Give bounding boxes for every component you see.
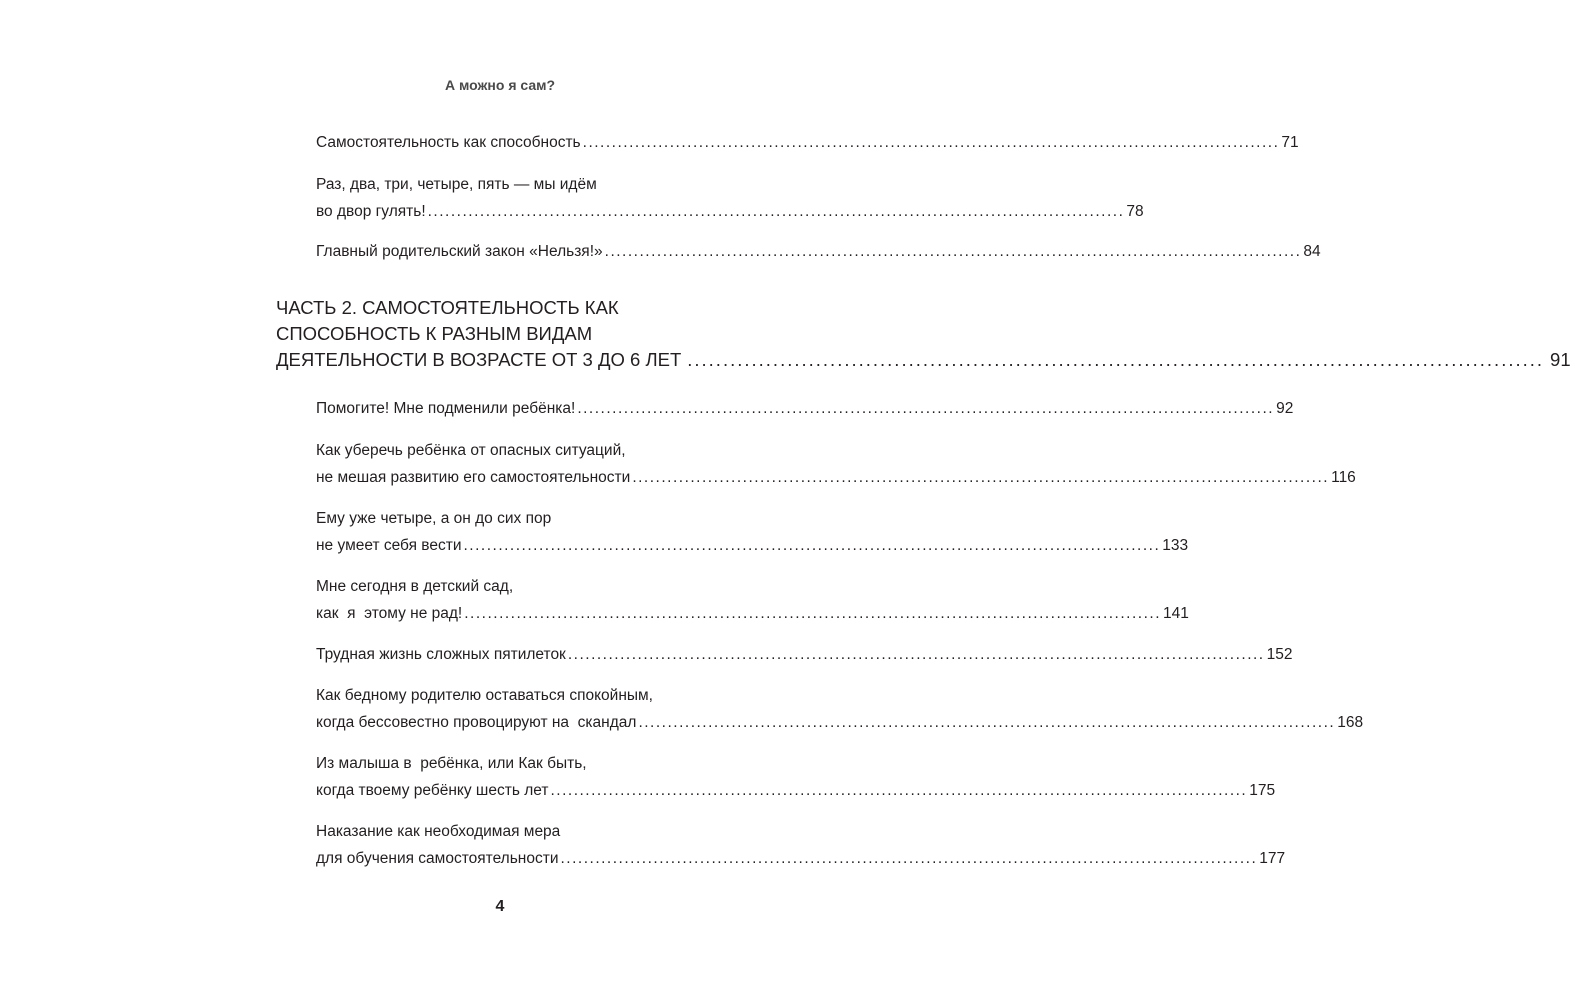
toc-entry-title: Раз, два, три, четыре, пять — мы идём xyxy=(316,176,597,193)
toc-page-number: 177 xyxy=(1259,850,1286,867)
part-title: ДЕЯТЕЛЬНОСТИ В ВОЗРАСТЕ ОТ 3 ДО 6 ЛЕТ xyxy=(276,349,682,370)
toc-page-number: 133 xyxy=(1162,537,1189,554)
part-heading xyxy=(276,295,1571,373)
dot-leader: ........................................................................................................................ xyxy=(687,349,1545,370)
toc-entry-title: не мешая развитию его самостоятельности xyxy=(316,469,631,486)
toc-entry xyxy=(316,437,1356,491)
toc-page-number: 92 xyxy=(1276,400,1294,417)
toc-entry-title: Как уберечь ребёнка от опасных ситуаций, xyxy=(316,442,626,459)
dot-leader: ........................................................................................................................ xyxy=(604,243,1302,260)
toc-entry-title: для обучения самостоятельности xyxy=(316,850,559,867)
toc-entry-title: Помогите! Мне подменили ребёнка! xyxy=(316,400,576,417)
toc-page-number: 175 xyxy=(1249,782,1276,799)
toc-page-number: 168 xyxy=(1337,714,1364,731)
toc-entry-title: не умеет себя вести xyxy=(316,537,462,554)
dot-leader: ........................................................................................................................ xyxy=(464,605,1162,622)
toc-entry-title: во двор гулять! xyxy=(316,203,426,220)
toc-entry-title: Как бедному родителю оставаться спокойным, xyxy=(316,687,653,704)
toc-entry xyxy=(316,505,1189,559)
toc-page-number: 152 xyxy=(1266,646,1293,663)
toc-entry-title: Мне сегодня в детский сад, xyxy=(316,578,514,595)
toc-entry xyxy=(316,818,1286,872)
dot-leader: ........................................................................................................................ xyxy=(567,646,1265,663)
dot-leader: ........................................................................................................................ xyxy=(638,714,1336,731)
toc-page-number: 71 xyxy=(1281,134,1299,151)
part-title: ЧАСТЬ 2. САМОСТОЯТЕЛЬНОСТЬ КАК xyxy=(276,297,619,318)
page-number: 4 xyxy=(495,898,505,915)
toc-entry-title: Из малыша в ребёнка, или Как быть, xyxy=(316,755,587,772)
toc-entry xyxy=(316,641,1293,668)
dot-leader: ........................................................................................................................ xyxy=(550,782,1248,799)
toc-page-number: 141 xyxy=(1163,605,1189,622)
toc-entry xyxy=(316,573,1189,627)
toc-entry-title: Ему уже четыре, а он до сих пор xyxy=(316,510,552,527)
dot-leader: ........................................................................................................................ xyxy=(463,537,1161,554)
toc-entry-title: когда бессовестно провоцируют на скандал xyxy=(316,714,637,731)
part-page-number: 91 xyxy=(1550,349,1571,370)
toc-page-number: 116 xyxy=(1331,469,1356,486)
toc-entry-title: Главный родительский закон «Нельзя!» xyxy=(316,243,603,260)
toc-page-number: 78 xyxy=(1126,203,1144,220)
toc-entry-title: Трудная жизнь сложных пятилеток xyxy=(316,646,566,663)
dot-leader: ........................................................................................................................ xyxy=(427,203,1125,220)
toc-entry-title: Самостоятельность как способность xyxy=(316,134,581,151)
running-head: А можно я сам? xyxy=(444,77,556,93)
toc-entry-title: Наказание как необходимая мера xyxy=(316,823,561,840)
dot-leader: ........................................................................................................................ xyxy=(632,469,1330,486)
toc-entry-title: как я этому не рад! xyxy=(316,605,463,622)
toc-entry xyxy=(316,129,1299,156)
dot-leader: ........................................................................................................................ xyxy=(560,850,1258,867)
dot-leader: ........................................................................................................................ xyxy=(577,400,1275,417)
dot-leader: ........................................................................................................................ xyxy=(582,134,1280,151)
toc-entry xyxy=(316,395,1294,422)
toc-entry xyxy=(316,238,1321,265)
toc-entry xyxy=(316,750,1276,804)
toc-page-number: 84 xyxy=(1303,243,1321,260)
toc-entry-title: когда твоему ребёнку шесть лет xyxy=(316,782,549,799)
part-title: СПОСОБНОСТЬ К РАЗНЫМ ВИДАМ xyxy=(276,323,593,344)
toc-entry xyxy=(316,171,1144,225)
toc-entry xyxy=(316,682,1364,736)
